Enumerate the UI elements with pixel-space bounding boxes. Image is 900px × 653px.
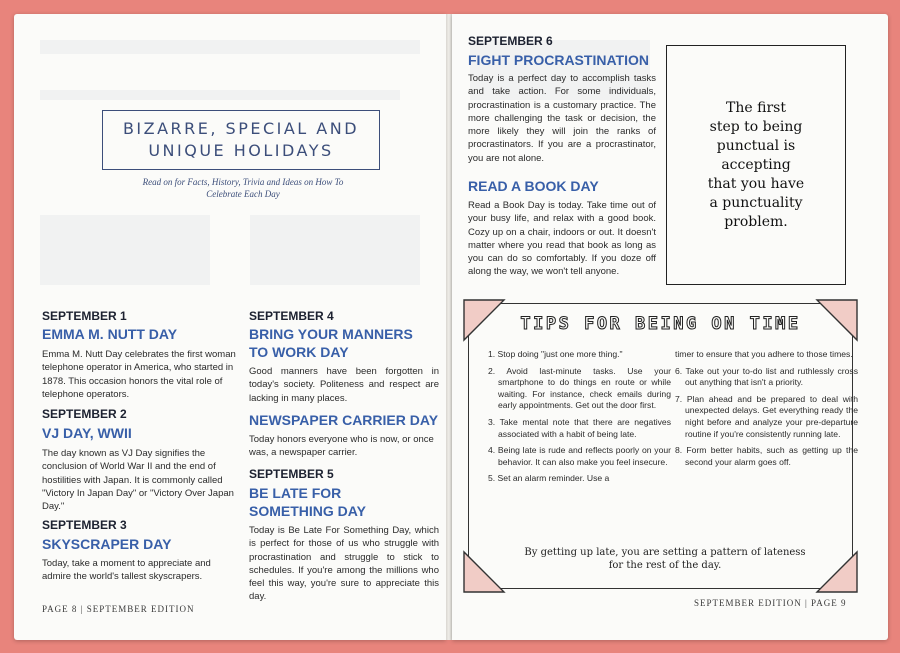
page-title-line: UNIQUE HOLIDAYS	[148, 141, 334, 160]
entry-body: Today is a perfect day to accomplish tasks and take action. For some individuals, procrastination is a customary practice. The more challenging the task or decision, the more likely they will join the ranks of procrastinators. If you are a procrastinator, you are not alone.	[468, 73, 656, 164]
entry-body: Emma M. Nutt Day celebrates the first woman telephone operator in America, who started in 1878. This occasion honors the vital role of telephone operators.	[42, 349, 236, 400]
tips-list-left	[488, 349, 671, 490]
tip-item: 7. Plan ahead and be prepared to deal with unexpected delays. Get everything ready the night before and analyze your pre-departure routine if you're consistently running late.	[675, 393, 858, 439]
tips-title: TIPS FOR BEING ON TIME	[520, 314, 801, 334]
tip-item: 3. Take mental note that there are negatives associated with a habit of being late.	[488, 416, 671, 439]
quote-box	[666, 45, 846, 285]
entry-body: Good manners have been forgotten in today's society. Politeness and respect are lacking in many places.	[249, 366, 439, 404]
entry-title: FIGHT PROCRASTINATION	[468, 52, 649, 68]
entry-date: SEPTEMBER 6	[468, 34, 553, 48]
page-title-line: BIZARRE, SPECIAL AND	[122, 119, 360, 138]
entry-date: SEPTEMBER 1	[42, 309, 127, 323]
photo-corner-icon	[460, 548, 508, 596]
tip-item: 8. Form better habits, such as getting up the second your alarm goes off.	[675, 445, 858, 467]
entry-body: Today honors everyone who is now, or once was, a newspaper carrier.	[249, 434, 434, 459]
photo-corner-icon	[813, 548, 861, 596]
tip-item: 1. Stop doing "just one more thing."	[488, 349, 623, 359]
tips-list-right	[675, 349, 858, 473]
quote-line: step to being	[709, 118, 803, 135]
holidays-title-box	[102, 110, 380, 170]
tip-item: timer to ensure that you adhere to those times.	[675, 349, 853, 359]
entry-title: NEWSPAPER CARRIER DAY	[249, 412, 439, 428]
tips-footer: By getting up late, you are setting a pattern of lateness for the rest of the day.	[524, 547, 806, 571]
entry-date: SEPTEMBER 4	[249, 309, 334, 323]
tip-item: 4. Being late is rude and reflects poorly on your behavior. It can also make you feel insecure.	[488, 445, 671, 467]
page-footer: PAGE 8 | SEPTEMBER EDITION	[42, 604, 195, 614]
entry-date: SEPTEMBER 5	[249, 467, 334, 481]
quote-line: problem.	[724, 213, 788, 230]
bleed-through-shadow	[40, 40, 420, 54]
tip-item: 6. Take out your to-do list and ruthlessly cross out anything that isn't a priority.	[675, 365, 858, 388]
entry-body: Today is Be Late For Something Day, which is perfect for those of us who struggle with procrastination and struggle to stick to schedules. If you're among the millions who feel this way, you're sure to appreciate this day.	[249, 525, 439, 603]
bleed-through-shadow	[250, 215, 420, 285]
entry-title: BE LATE FOR SOMETHING DAY	[249, 485, 366, 519]
entry-title: SKYSCRAPER DAY	[42, 536, 172, 552]
entry-body: The day known as VJ Day signifies the conclusion of World War II and the end of hostilities with Japan. It is commonly called "Victory In Japan Day" or "Victory Over Japan Day."	[42, 448, 234, 513]
entry-date: SEPTEMBER 3	[42, 518, 127, 532]
quote-line: that you have	[707, 175, 805, 192]
entry-body: Read a Book Day is today. Take time out of your busy life, and relax with a good book. Cozy up on a chair, indoors or out. It doesn't matter where you read that book as long as you can do so comfortably. If you doze off along the way, we won't tell anyone.	[468, 200, 656, 278]
quote-line: accepting	[721, 156, 791, 173]
quote-line: a punctuality	[709, 194, 803, 211]
entry-date: SEPTEMBER 2	[42, 407, 127, 421]
entry-title: READ A BOOK DAY	[468, 178, 599, 194]
bleed-through-shadow	[40, 90, 400, 100]
quote-line: punctual is	[716, 137, 796, 154]
entry-body: Today, take a moment to appreciate and admire the world's tallest skyscrapers.	[42, 558, 211, 583]
page-footer: SEPTEMBER EDITION | PAGE 9	[694, 598, 847, 608]
tip-item: 2. Avoid last-minute tasks. Use your smartphone to do things en route or while waiting. For instance, check emails during early appointments. Get out the door first.	[488, 365, 671, 411]
subtitle: Read on for Facts, History, Trivia and Ideas on How To Celebrate Each Day	[142, 177, 344, 199]
tip-item: 5. Set an alarm reminder. Use a	[488, 473, 610, 484]
entry-title: VJ DAY, WWII	[42, 425, 132, 441]
quote-line: The first	[726, 99, 786, 116]
entry-title: BRING YOUR MANNERS TO WORK DAY	[249, 326, 413, 360]
bleed-through-shadow	[40, 215, 210, 285]
entry-title: EMMA M. NUTT DAY	[42, 326, 178, 342]
